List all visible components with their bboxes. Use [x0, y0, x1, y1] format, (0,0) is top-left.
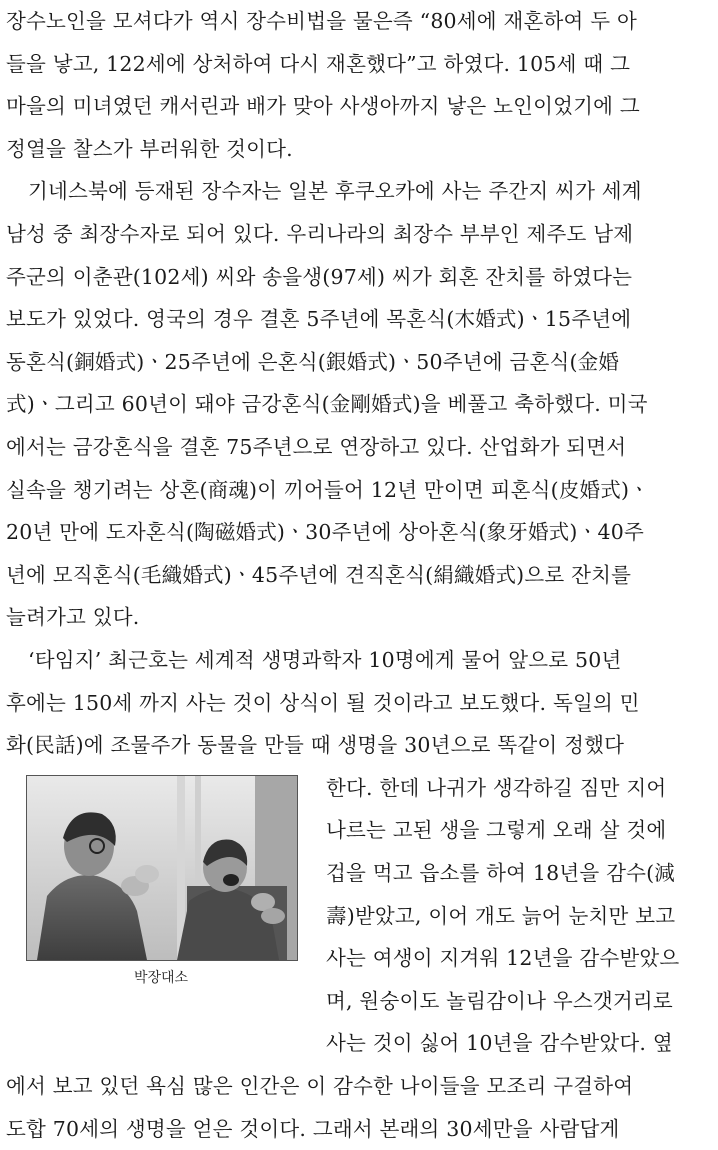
text-line: 겁을 먹고 읍소를 하여 18년을 감수(減	[326, 861, 676, 885]
text-line: 보도가 있었다. 영국의 경우 결혼 5주년에 목혼식(木婚式)ㆍ15주년에	[6, 307, 632, 332]
text-line: 壽)받았고, 이어 개도 늙어 눈치만 보고	[326, 903, 676, 928]
text-line: 주군의 이춘관(102세) 씨와 송을생(97세) 씨가 회혼 잔치를 하였다는	[6, 264, 633, 289]
text-line: 사는 여생이 지겨워 12년을 감수받았으	[326, 946, 680, 971]
text-line: 도합 70세의 생명을 얻은 것이다. 그래서 본래의 30세만을 사람답게	[6, 1116, 620, 1141]
text-line: 남성 중 최장수자로 되어 있다. 우리나라의 최장수 부부인 제주도 남제	[6, 222, 634, 246]
text-line: 늘려가고 있다.	[6, 605, 140, 630]
text-line: 마을의 미녀였던 캐서린과 배가 맞아 사생아까지 낳은 노인이었기에 그	[6, 94, 640, 119]
text-line: 동혼식(銅婚式)ㆍ25주년에 은혼식(銀婚式)ㆍ50주년에 금혼식(金婚	[6, 349, 620, 374]
text-line: 나르는 고된 생을 그렇게 오래 살 것에	[326, 818, 667, 843]
text-line: ‘타임지’ 최근호는 세계적 생명과학자 10명에게 물어 앞으로 50년	[28, 648, 622, 672]
text-line: 에서는 금강혼식을 결혼 75주년으로 연장하고 있다. 산업화가 되면서	[6, 435, 627, 459]
text-line: 式)ㆍ그리고 60년이 돼야 금강혼식(金剛婚式)을 베풀고 축하했다. 미국	[6, 392, 648, 417]
text-line: 실속을 챙기려는 상혼(商魂)이 끼어들어 12년 만이면 피혼식(皮婚式)ㆍ	[6, 477, 650, 502]
photo-caption: 박장대소	[133, 969, 189, 986]
text-line: 한다. 한데 나귀가 생각하길 짐만 지어	[326, 775, 667, 800]
text-line: 후에는 150세 까지 사는 것이 상식이 될 것이라고 보도했다. 독일의 민	[6, 690, 640, 715]
text-line: 기네스북에 등재된 장수자는 일본 후쿠오카에 사는 주간지 씨가 세계	[28, 179, 642, 204]
text-line: 사는 것이 싫어 10년을 감수받았다. 옆	[326, 1031, 673, 1056]
text-line: 장수노인을 모셔다가 역시 장수비법을 물은즉 “80세에 재혼하여 두 아	[6, 9, 637, 33]
text-line: 화(民話)에 조물주가 동물을 만들 때 생명을 30년으로 똑같이 정했다	[6, 733, 625, 758]
text-line: 에서 보고 있던 욕심 많은 인간은 이 감수한 나이들을 모조리 구걸하여	[6, 1074, 634, 1098]
text-line: 20년 만에 도자혼식(陶磁婚式)ㆍ30주년에 상아혼식(象牙婚式)ㆍ40주	[6, 520, 645, 545]
text-line: 들을 낳고, 122세에 상처하여 다시 재혼했다”고 하였다. 105세 때 그	[6, 51, 631, 76]
text-line: 며, 원숭이도 놀림감이나 우스갯거리로	[326, 988, 673, 1013]
text-line: 정열을 찰스가 부러워한 것이다.	[6, 136, 293, 161]
text-line: 년에 모직혼식(毛織婚式)ㆍ45주년에 견직혼식(絹織婚式)으로 잔치를	[6, 562, 632, 587]
